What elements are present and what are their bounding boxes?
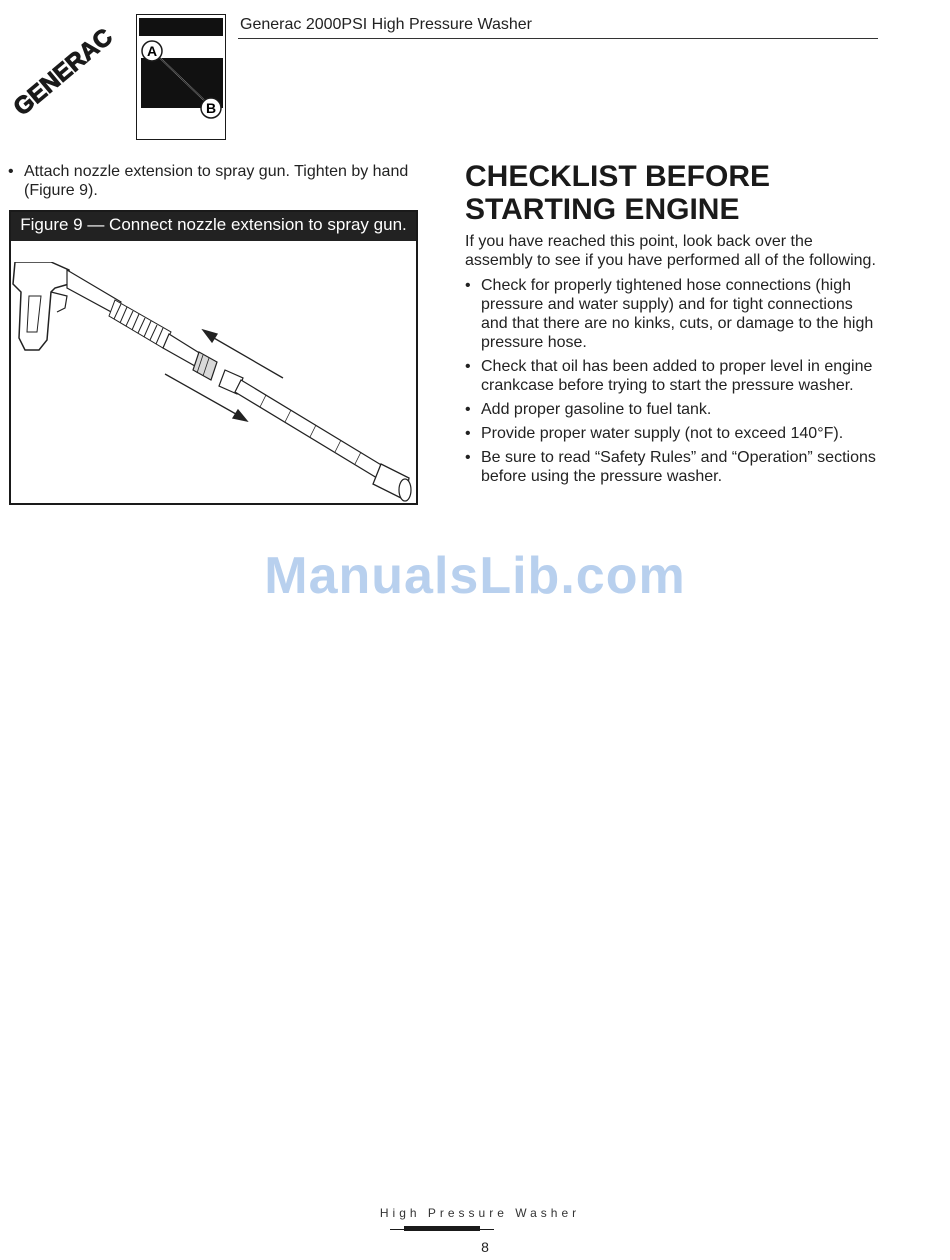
generac-logo <box>8 14 128 134</box>
checklist-item-text: Check for properly tightened hose connections (high pressure and water supply) and for tight connections and that there are no kinks, cuts, or damage to the high pressure hose. <box>481 277 874 351</box>
instruction-text: Attach nozzle extension to spray gun. Tighten by hand (Figure 9). <box>24 163 409 199</box>
checklist-item-text: Check that oil has been added to proper level in engine crankcase before trying to start the pressure washer. <box>481 358 873 394</box>
figure-caption: Figure 9 — Connect nozzle extension to spray gun. <box>11 212 416 241</box>
bullet-dot: • <box>465 277 471 294</box>
checklist-item-text: Be sure to read “Safety Rules” and “Operation” sections before using the pressure washer. <box>481 449 876 485</box>
logo-wordmark: GENERAC <box>8 23 118 122</box>
instruction-bullet <box>8 162 420 200</box>
left-column <box>8 162 420 200</box>
footer-label: High Pressure Washer <box>379 1206 581 1220</box>
bullet-dot: • <box>8 163 14 180</box>
bullet-dot: • <box>465 358 471 375</box>
checklist-item-text: Provide proper water supply (not to exceed 140°F). <box>481 425 844 442</box>
header-divider <box>238 38 878 39</box>
header-title: Generac 2000PSI High Pressure Washer <box>240 16 532 33</box>
watermark: ManualsLib.com <box>264 547 686 605</box>
section-title <box>465 160 880 226</box>
bullet-dot: • <box>465 401 471 418</box>
checklist-item <box>465 276 880 352</box>
section-title-line-1: CHECKLIST BEFORE <box>465 160 771 193</box>
section-title-line-2: STARTING ENGINE <box>465 193 740 226</box>
figure-9 <box>9 210 418 505</box>
point-b-label: B <box>205 100 217 116</box>
point-a-label: A <box>146 43 158 59</box>
spray-gun-illustration <box>11 262 416 503</box>
bullet-dot: • <box>465 425 471 442</box>
footer-bar <box>404 1226 480 1231</box>
checklist-item <box>465 357 880 395</box>
right-column <box>465 160 880 491</box>
page-number: 8 <box>481 1239 489 1255</box>
checklist-item <box>465 400 880 419</box>
intro-paragraph: If you have reached this point, look back over the assembly to see if you have performed all of the following. <box>465 233 876 269</box>
checklist-item <box>465 424 880 443</box>
checklist-item <box>465 448 880 486</box>
bullet-dot: • <box>465 449 471 466</box>
checklist-item-text: Add proper gasoline to fuel tank. <box>481 401 712 418</box>
diagram-icon <box>136 14 226 140</box>
